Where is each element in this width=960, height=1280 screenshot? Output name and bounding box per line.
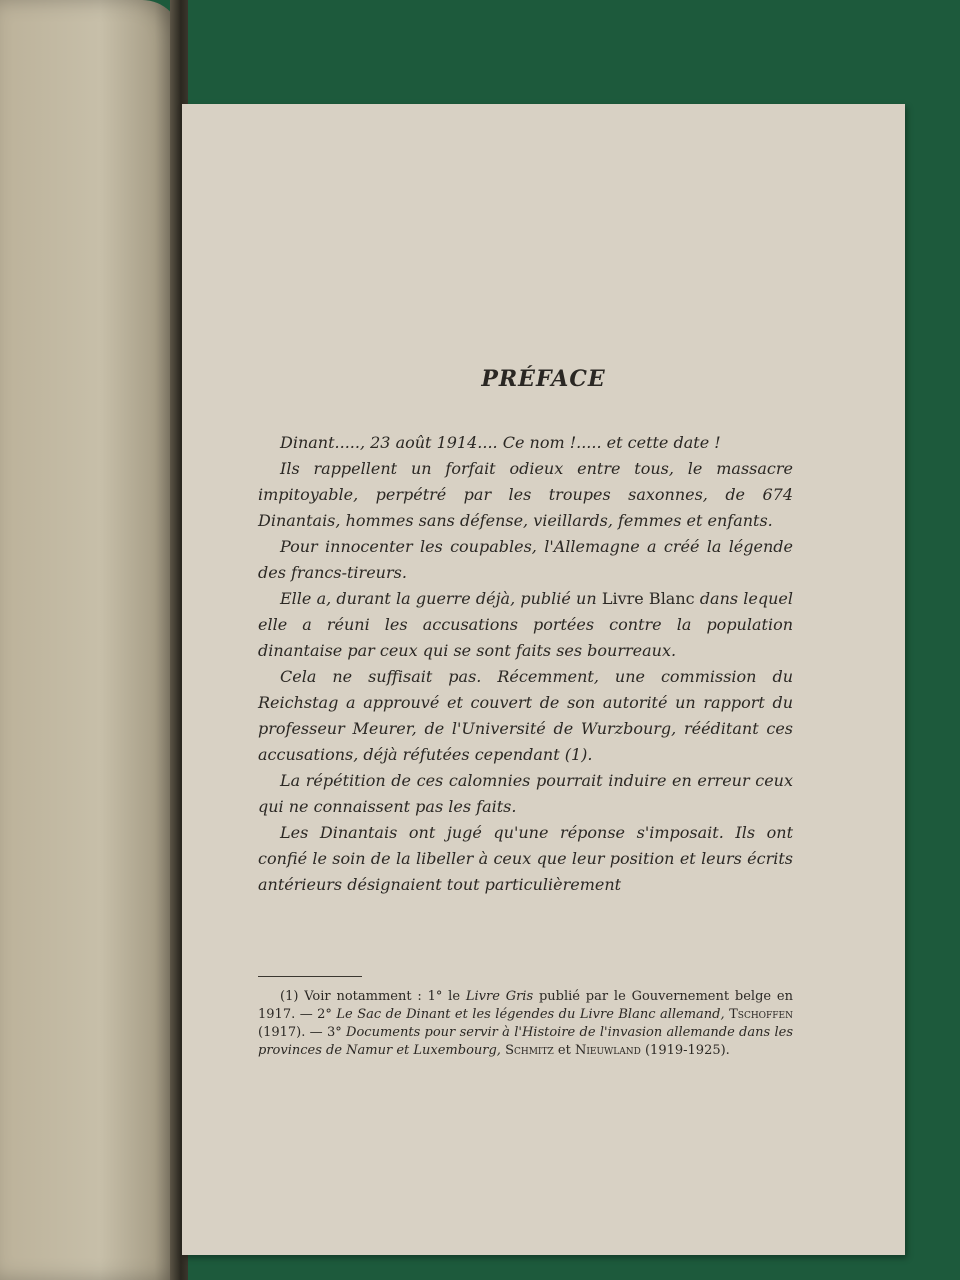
footnote-divider: [258, 976, 362, 977]
footnote-author-nieuwland: Nieuwland: [574, 1043, 641, 1058]
footnote-part-6: (1917). — 3°: [258, 1025, 347, 1040]
preface-body: [258, 430, 793, 898]
livre-blanc-title: Livre Blanc: [601, 589, 695, 608]
footnote-part-3: publié par le Gouvernement belge en 1917. — 2°: [258, 989, 793, 1022]
paragraph-4: [258, 586, 793, 664]
paragraph-3: Pour innocenter les coupables, l'Allemagne a créé la légende des francs-tireurs.: [258, 537, 793, 582]
footnote-part-9: et: [553, 1043, 575, 1058]
paragraph-2: Ils rappellent un forfait odieux entre tous, le massacre impitoyable, perpétré par les troupes saxonnes, de 674 Dinantais, hommes sans défense, vieillards, femmes et enfants.: [258, 459, 793, 530]
footnote-part-1: (1) Voir notamment : 1° le: [280, 989, 466, 1004]
paragraph-5: Cela ne suffisait pas. Récemment, une commission du Reichstag a approuvé et couvert de son autorité un rapport du professeur Meurer, de l'Université de Wurzbourg, rééditant ces accusations, déjà réfutées cependant (1).: [258, 667, 793, 764]
book-page: [182, 104, 905, 1255]
footnote-sac-de-dinant: Le Sac de Dinant et les légendes du Livre Blanc allemand,: [336, 1007, 725, 1022]
footnote-documents: Documents pour servir à l'Histoire de l'invasion allemande dans les provinces de Namur et Luxembourg,: [258, 1025, 793, 1058]
paragraph-6: La répétition de ces calomnies pourrait induire en erreur ceux qui ne connaissent pas les faits.: [258, 771, 793, 816]
page-title: PRÉFACE: [481, 366, 606, 392]
paragraph-1: Dinant....., 23 août 1914.... Ce nom !..... et cette date !: [280, 433, 721, 452]
footnote: [258, 988, 793, 1060]
footnote-author-tschoffen: Tschoffen: [729, 1007, 793, 1022]
footnote-livre-gris: Livre Gris: [465, 989, 534, 1004]
footnote-author-schmitz: Schmitz: [505, 1043, 554, 1058]
paragraph-7: Les Dinantais ont jugé qu'une réponse s'imposait. Ils ont confié le soin de la libeller à ceux que leur position et leurs écrits antérieurs désignaient tout particulièrement: [258, 823, 793, 894]
paragraph-4-before: Elle a, durant la guerre déjà, publié un: [280, 589, 602, 608]
left-page: [0, 0, 182, 1280]
footnote-part-11: (1919-1925).: [640, 1043, 730, 1058]
paragraph-4-after: dans lequel elle a réuni les accusations portées contre la population dinantaise par ceux qui se sont faits ses bourreaux.: [258, 589, 794, 660]
